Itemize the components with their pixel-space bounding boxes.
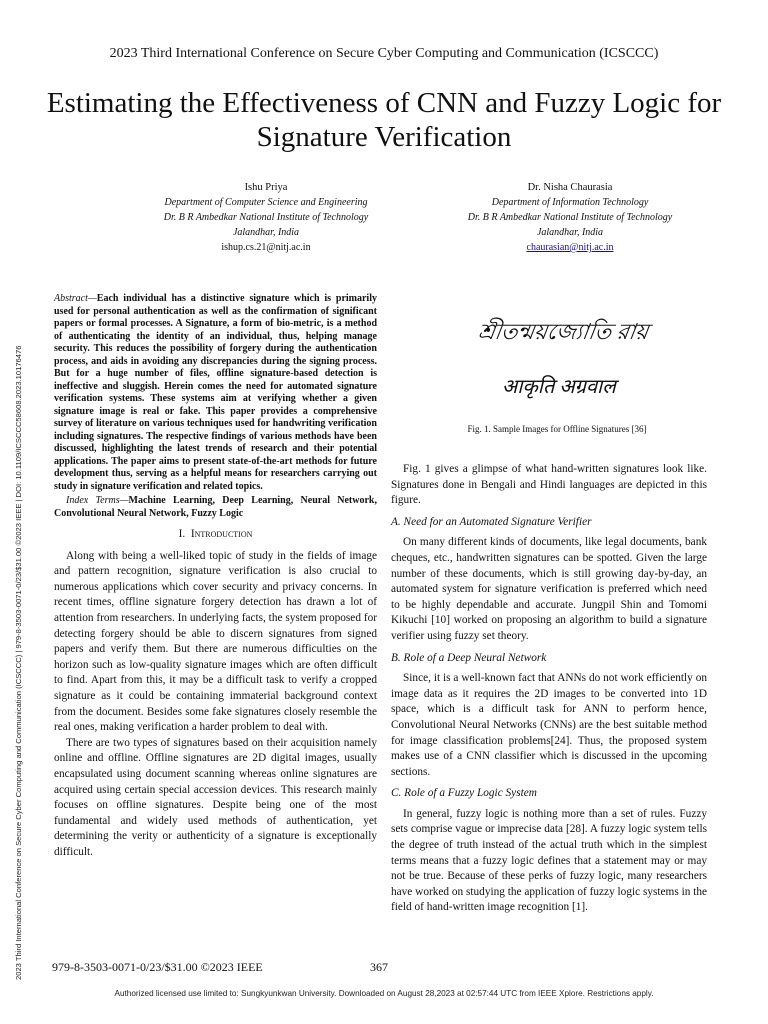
section-number: I. (178, 528, 186, 540)
subsection-b-text: Since, it is a well-known fact that ANNs do not work efficiently on image data as it requires the 2D images to be converted into 1D space, which is a difficult task for ANN to perform hence, Convolutional Neural Networks (CNNs) are the best suitable method for image classification problems[24]. Thus, the proposed system makes use of a CNN classifier which is discussed in the upcoming sections. (391, 672, 707, 778)
author-name: Ishu Priya (244, 182, 288, 193)
subsection-heading-a: A. Need for an Automated Signature Verifier (391, 515, 592, 528)
author-email-link[interactable]: chaurasian@nitj.ac.in (526, 242, 614, 253)
intro-paragraph-1: Along with being a well-liked topic of study in the fields of image and pattern recognition, signature verification is also crucial to numerous applications which cover security and privacy concerns. In recent times, offline signature forgery detection has drawn a lot of attention from researchers. In underlying facts, the system proposed for detecting forgery should be able to discern signatures from signed papers and verify them. But there are numerous difficulties on the horizon such as low-quality signature images which are often difficult to find. Apart from this, it may be a difficult task to verify a cropped signature as it could be containing immaterial background context from the document. Besides some fake signatures closely resemble the real ones, making verification a harder problem to deal with. (54, 549, 377, 734)
subsection-heading-c: C. Role of a Fuzzy Logic System (391, 787, 537, 800)
author-department: Department of Information Technology (491, 197, 649, 208)
subsection-c-text: In general, fuzzy logic is nothing more than a set of rules. Fuzzy sets comprise vague or imprecise data [28]. A fuzzy logic system tells the degree of truth instead of the actual truth which in the simplest terms means that a fuzzy logic defines that a statement may or may not be true. Because of these perks of fuzzy logic, many researchers have worked on studying the application of fuzzy logic systems in the field of hand-written image recognition [1]. (391, 807, 707, 914)
paper-title: Estimating the Effectiveness of CNN and Fuzzy Logic for Signature Verification (46, 87, 722, 153)
author-department: Department of Computer Science and Engineering (164, 197, 368, 208)
index-terms-dash: — (119, 495, 129, 506)
signature-image-bengali: শ্রীতন্ময়জ্যোতি রায় (476, 319, 651, 344)
author-block-2 (420, 180, 720, 255)
right-column (391, 462, 707, 916)
abstract-label: Abstract (54, 293, 88, 304)
index-terms-text: Machine Learning, Deep Learning, Neural Network, Convolutional Neural Network, Fuzzy Logic (54, 495, 377, 519)
author-name: Dr. Nisha Chaurasia (527, 182, 613, 193)
figure-caption: Fig. 1. Sample Images for Offline Signatures [36] (467, 424, 647, 434)
abstract-dash: — (87, 293, 97, 304)
subsection-heading-b: B. Role of a Deep Neural Network (391, 651, 547, 664)
license-notice: Authorized licensed use limited to: Sungkyunkwan University. Downloaded on August 28,2023 at 02:57:44 UTC from IEEE Xplore. Restrictions apply. (114, 989, 654, 998)
author-institute: Dr. B R Ambedkar National Institute of Technology (467, 212, 673, 223)
abstract (54, 293, 377, 493)
conference-header: 2023 Third International Conference on Secure Cyber Computing and Communication (ICSCCC) (109, 46, 659, 61)
subsection-a-text: On many different kinds of documents, like legal documents, bank cheques, etc., handwritten signatures can be spotted. Given the large number of these documents, which is still growing day-by-day, an automated system for signature verification is preferred which need to be highly dependable and accurate. Jungpil Shin and Tomomi Kikuchi [10] worked on proposing an algorithm to build a signature verifier using fuzzy set theory. (391, 536, 707, 642)
index-terms (54, 495, 377, 520)
author-email: ishup.cs.21@nitj.ac.in (221, 242, 311, 253)
doi-sidebar: 2023 Third International Conference on Secure Cyber Computing and Communication (ICSCCC) | 979-8-3503-0071-0/23/$31.00 ©2023 IEEE | DOI: 10.1109/ICSCCC58608.2023.10176476 (14, 345, 23, 980)
section-heading-introduction (54, 527, 377, 543)
index-terms-label: Index Terms (66, 495, 120, 506)
author-block-1 (116, 180, 416, 255)
author-city: Jalandhar, India (232, 227, 300, 238)
author-institute: Dr. B R Ambedkar National Institute of Technology (163, 212, 369, 223)
signature-image-hindi: आकृति अग्रवाल (502, 376, 616, 398)
page-number: 367 (370, 960, 388, 974)
intro-paragraph-2: There are two types of signatures based on their acquisition namely online and offline. Offline signatures are 2D digital images, usually encapsulated using document scanning whereas online signatures are acquired using certain special accession devices. This research mainly focuses on offline signatures. Despite being one of the most fundamental and widely used methods of authentication, yet determining the verity or authenticity of a signature is exceptionally difficult. (54, 736, 377, 858)
author-city: Jalandhar, India (536, 227, 604, 238)
abstract-text: Each individual has a distinctive signature which is primarily used for personal authentication as well as the confirmation of significant papers or formal processes. A Signature, a form of bio-metric, is a method of authenticating the identity of an individual, thus, helping manage security. This reduces the possibility of forgery during the authentication process, and aids in avoiding any discrepancies during the signing process. But for a huge number of files, offline signature-based detection is ineffective and sluggish. Herein comes the need for automated signature verification systems. These systems aim at verifying whether a given signature image is real or fake. This paper provides a comprehensive survey of literature on various techniques used for handwriting verification including signatures. The respective findings of various methods have been discussed, highlighting the latest trends of research and their potential applications. The paper aims to present state-of-the-art methods for future development thus, serving as a helpful means for researchers carrying out study in signature verification and related topics. (54, 293, 377, 492)
section-title: Introduction (190, 528, 253, 540)
figure-description: Fig. 1 gives a glimpse of what hand-written signatures look like. Signatures done in Bengali and Hindi languages are depicted in this figure. (391, 463, 707, 507)
footer-isbn: 979-8-3503-0071-0/23/$31.00 ©2023 IEEE (52, 960, 263, 974)
left-column (54, 293, 377, 860)
